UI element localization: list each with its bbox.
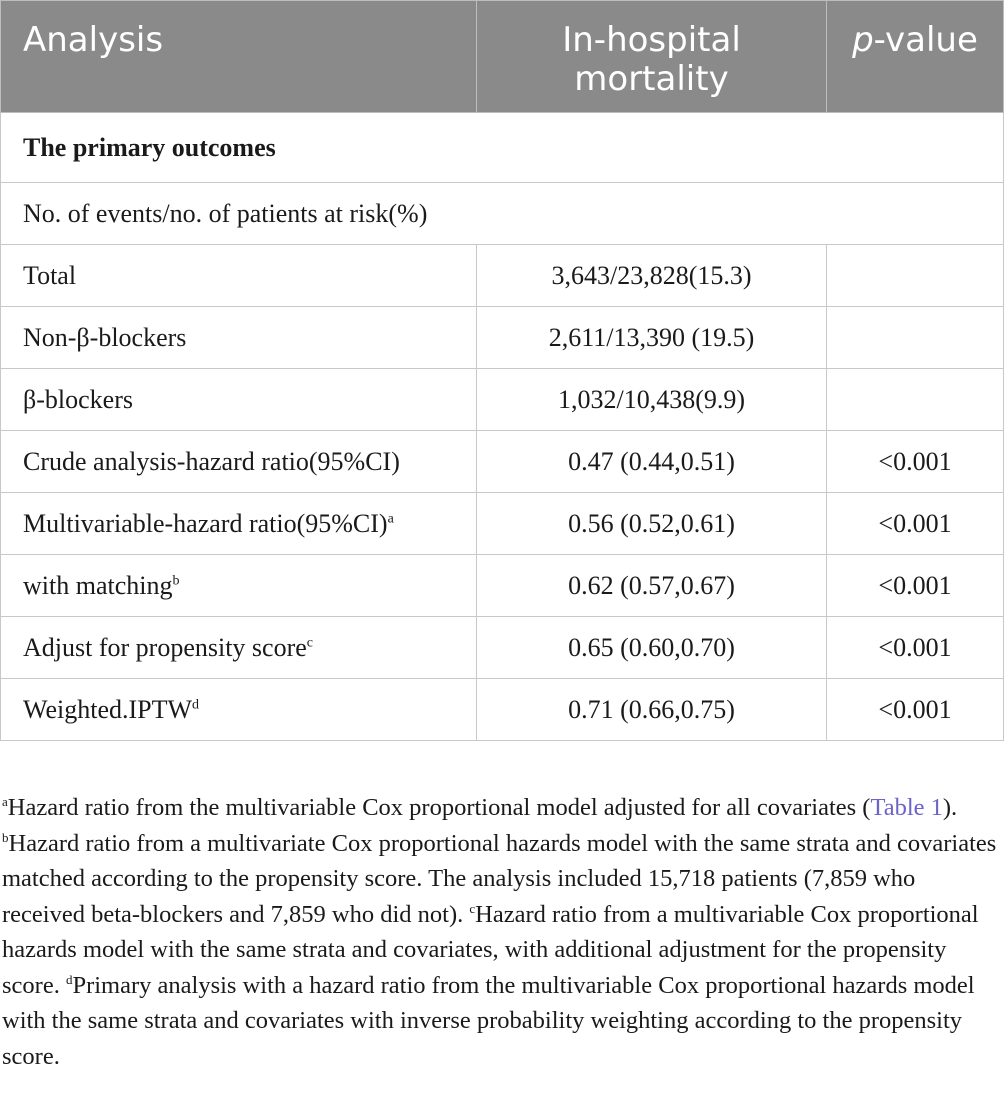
table-row [1,245,1004,307]
header-mortality-line2: mortality [574,59,729,99]
header-pvalue-rest: -value [873,20,978,60]
subheading-row [1,183,1004,245]
row-pvalue [827,369,1004,431]
row-label: Multivariable-hazard $ratio(95\%CI)^a$ [1,493,477,555]
table-row [1,431,1004,493]
footnote-marker: c [306,634,313,650]
row-mortality: 0.71 (0.66,0.75) [477,679,827,741]
header-mortality [477,1,827,113]
section-row [1,113,1004,183]
footnote-a-text: Hazard ratio from the multivariable Cox proportional model adjusted for all covariates ( [7,794,871,821]
footnote-b-mark: b [2,829,9,845]
header-pvalue-p: p [852,20,874,60]
row-pvalue: <0.001 [827,431,1004,493]
header-mortality-line1: In-hospital [562,20,741,60]
row-label: Total [1,245,477,307]
footnote-c-mark: c [469,900,476,916]
table-row [1,617,1004,679]
row-pvalue: <0.001 [827,679,1004,741]
row-label: Non-β-blockers [1,307,477,369]
row-pvalue: <0.001 [827,493,1004,555]
row-mortality: 0.62 (0.57,0.67) [477,555,827,617]
row-label: Crude analysis-hazard ratio(95%CI) [1,431,477,493]
row-pvalue: <0.001 [827,617,1004,679]
footnote-b-text: Hazard ratio from a multivariate Cox proportional hazards model with the same strata and covariates matched according to the propensity score. The analysis included 15,718 patients (7,859 who received beta-blockers and 7,859 who did not). [2,829,997,928]
section-title: The primary outcomes [1,113,1004,183]
row-mortality: 0.65 (0.60,0.70) [477,617,827,679]
row-mortality: 2,611/13,390 (19.5) [477,307,827,369]
table-row [1,555,1004,617]
footnote-c-text: Hazard ratio from a multivariable Cox proportional hazards model with the same strata and covariates, with additional adjustment for the propensity score. [2,900,979,999]
table-footnote [2,790,1002,1074]
row-pvalue: <0.001 [827,555,1004,617]
footnote-d-mark: d [65,971,73,987]
footnote-a-close: ). [942,794,958,821]
row-label: Adjust for propensity score$^c$ [1,617,477,679]
row-pvalue [827,245,1004,307]
header-pvalue [827,1,1004,113]
table-row [1,679,1004,741]
row-mortality: 0.56 (0.52,0.61) [477,493,827,555]
footnote-marker: a [387,510,394,526]
row-mortality: 1,032/10,438(9.9) [477,369,827,431]
footnote-marker: d [192,696,200,712]
table-1-link[interactable]: Table 1 [870,794,943,821]
footnote-a-mark: a [2,793,8,809]
row-label: Weighted.IPTW$^d$ [1,679,477,741]
row-label: β-blockers [1,369,477,431]
table-row [1,369,1004,431]
table-row [1,493,1004,555]
header-analysis: Analysis [1,1,477,113]
row-pvalue [827,307,1004,369]
header-row [1,1,1004,113]
footnote-marker: b [172,572,180,588]
footnote-d-text: Primary analysis with a hazard ratio from the multivariable Cox proportional hazards model with the same strata and covariates with inverse probability weighting according to the propensity score. [2,971,975,1070]
row-mortality: 3,643/23,828(15.3) [477,245,827,307]
row-label: with matching$^b$ [1,555,477,617]
table-row [1,307,1004,369]
row-mortality: 0.47 (0.44,0.51) [477,431,827,493]
subheading-cell: No. of events/no. of patients at risk(%) [1,183,1004,245]
